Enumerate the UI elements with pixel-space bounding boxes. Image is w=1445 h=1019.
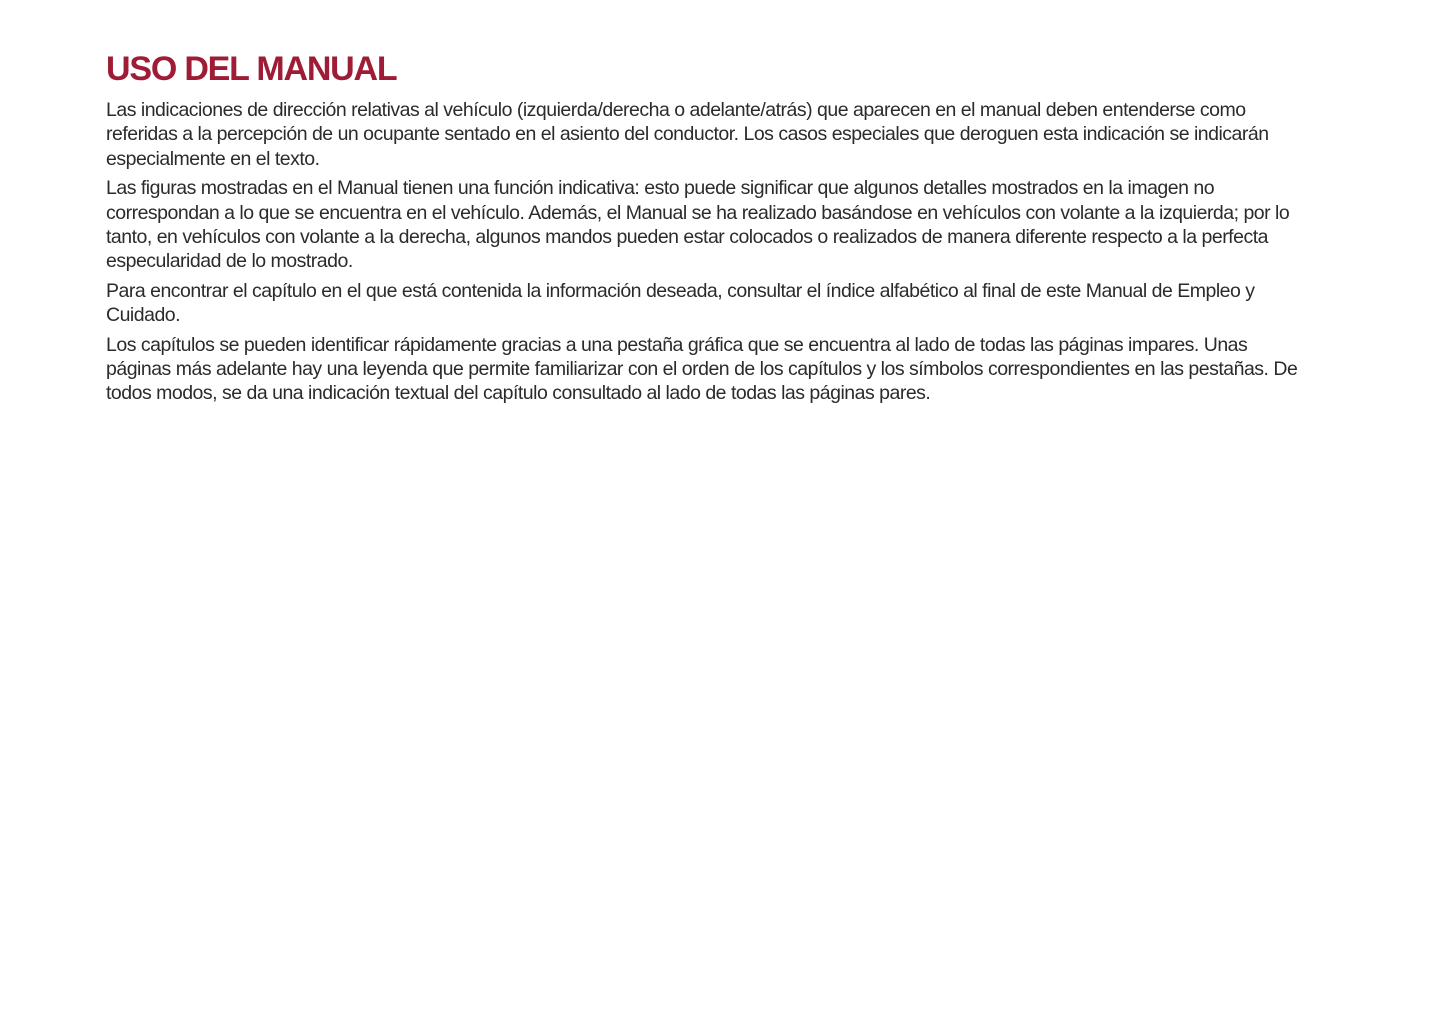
manual-page (106, 48, 1316, 411)
paragraph-direction-indications: Las indicaciones de dirección relativas al vehículo (izquierda/derecha o adelante/atrás) que aparecen en el manual deben entenderse como referidas a la percepción de un ocupante sentado en el asiento del conductor. Los casos especiales que deroguen esta indicación se indicarán especialmente en el texto. (106, 99, 1269, 170)
paragraph-find-chapter: Para encontrar el capítulo en el que está contenida la información deseada, consultar el índice alfabético al final de este Manual de Empleo y Cuidado. (106, 279, 1255, 327)
section-title: USO DEL MANUAL (106, 50, 397, 88)
paragraph-figures-indicative: Las figuras mostradas en el Manual tienen una función indicativa: esto puede significar que algunos detalles mostrados en la imagen no correspondan a lo que se encuentra en el vehículo. Además, el Manual se ha realizado basándose en vehículos con volante a la izquierda; por lo tanto, en vehículos con volante a la derecha, algunos mandos pueden estar colocados o realizados de manera diferente respecto a la perfecta especularidad de lo mostrado. (106, 177, 1290, 273)
paragraph-chapter-tabs: Los capítulos se pueden identificar rápidamente gracias a una pestaña gráfica que se encuentra al lado de todas las páginas impares. Unas páginas más adelante hay una leyenda que permite familiarizar con el orden de los capítulos y los símbolos correspondientes en las pestañas. De todos modos, se da una indicación textual del capítulo consultado al lado de todas las páginas pares. (106, 333, 1298, 405)
